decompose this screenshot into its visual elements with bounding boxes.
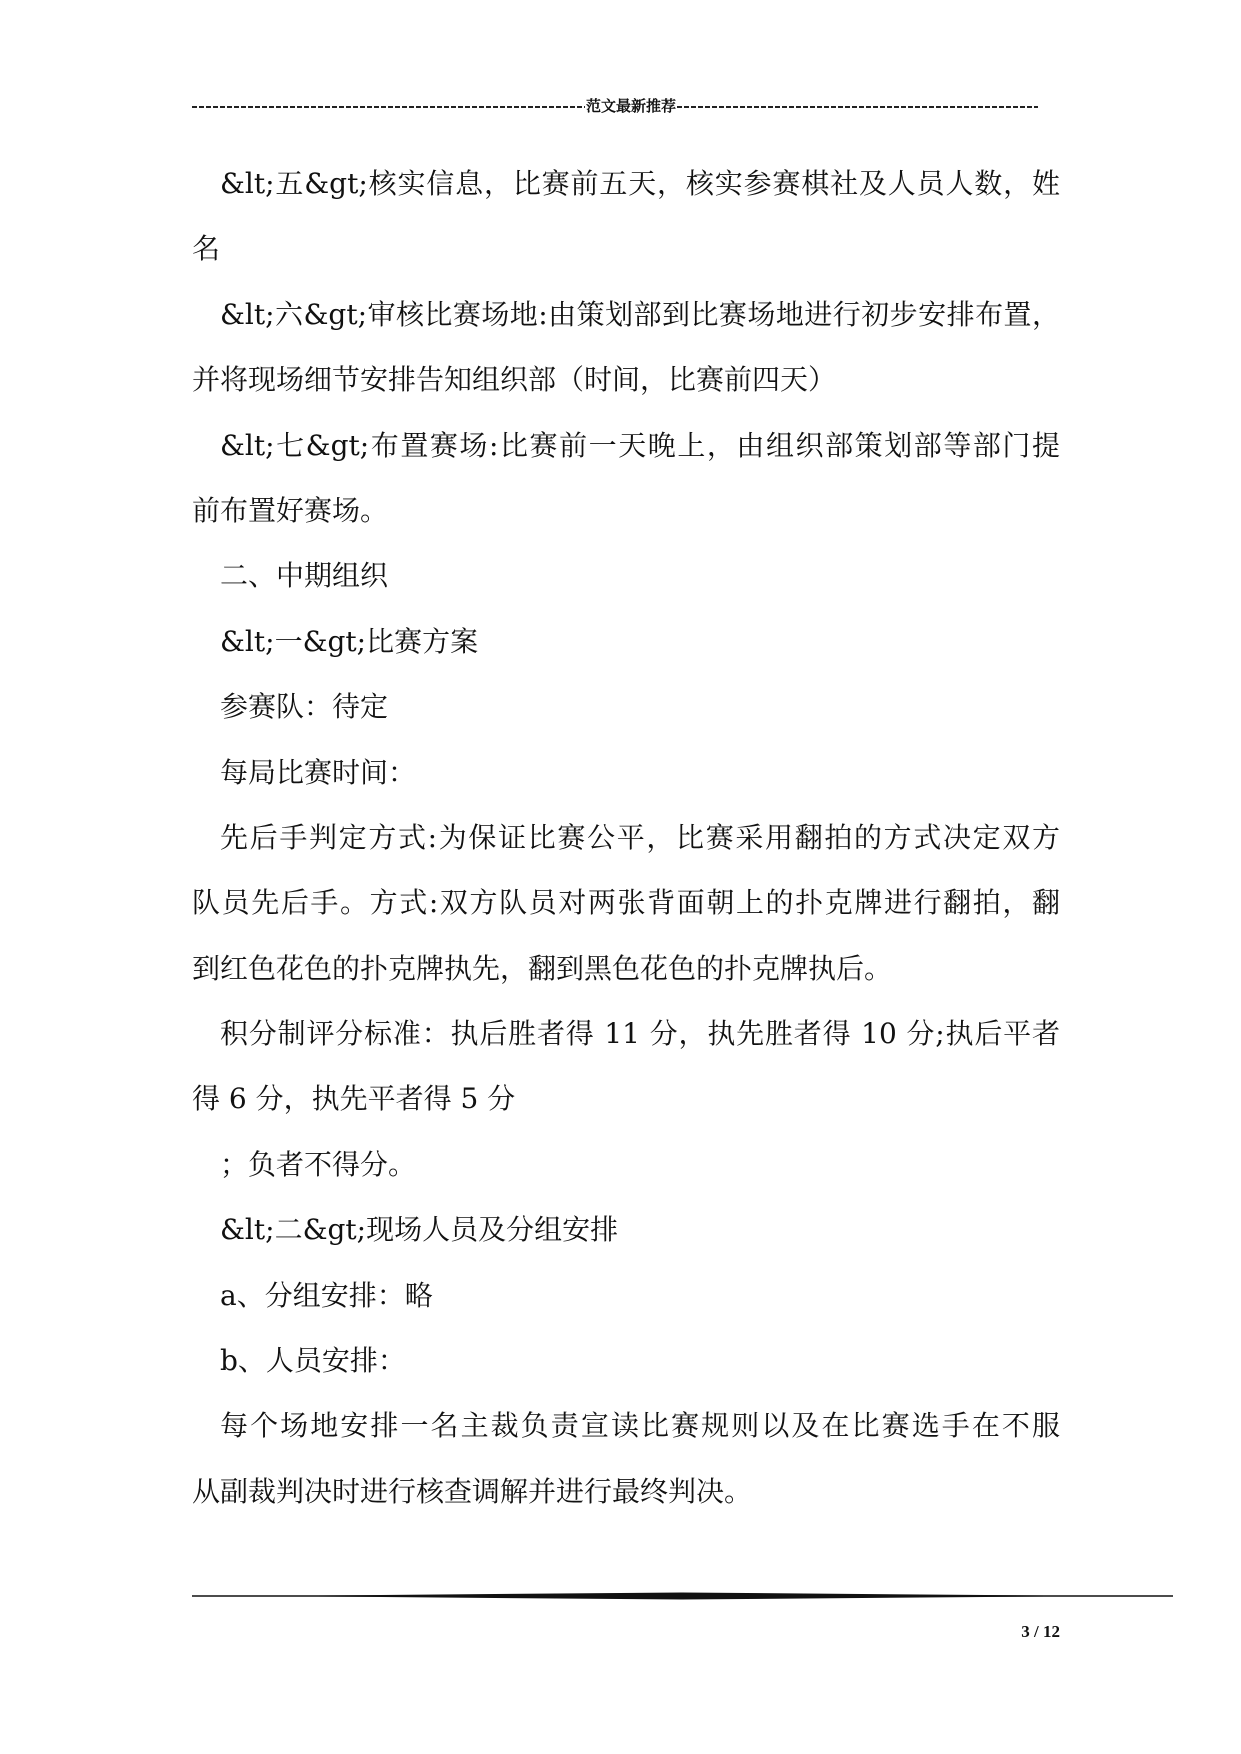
body-line: &lt;五&gt;核实信息，比赛前五天，核实参赛棋社及人员人数，姓 [220,167,1060,200]
footer-rule [192,1591,1173,1601]
header-label: 范文最新推荐 [586,99,677,115]
header-dash-right [677,106,1038,108]
document-body [192,151,1060,1524]
body-line: a、分组安排：略 [220,1278,433,1312]
body-line: 队员先后手。方式:双方队员对两张背面朝上的扑克牌进行翻拍，翻 [192,886,1060,920]
body-line: 每局比赛时间： [220,755,417,789]
body-line: 前布置好赛场。 [192,493,389,527]
body-line: &lt;六&gt;审核比赛场地:由策划部到比赛场地进行初步安排布置， [220,297,1060,331]
body-line: 得 6 分，执先平者得 5 分 [192,1082,516,1116]
page-header [192,97,1038,117]
body-line: 先后手判定方式:为保证比赛公平，比赛采用翻拍的方式决定双方 [220,820,1060,854]
subsection-heading: &lt;二&gt;现场人员及分组安排 [220,1213,619,1247]
body-line: 参赛队：待定 [220,690,389,724]
body-line: ；负者不得分。 [220,1147,417,1181]
body-line: 名 [192,232,221,266]
section-heading: 二、中期组织 [220,559,389,593]
body-line: 到红色花色的扑克牌执先，翻到黑色花色的扑克牌执后。 [192,951,893,985]
body-line: 每个场地安排一名主裁负责宣读比赛规则以及在比赛选手在不服 [220,1409,1060,1443]
body-line: &lt;七&gt;布置赛场:比赛前一天晚上，由组织部策划部等部门提 [220,428,1060,462]
body-line: 从副裁判决时进行核查调解并进行最终判决。 [192,1474,753,1508]
page-number: 3 / 12 [1021,1622,1060,1641]
header-dash-left [192,106,585,108]
body-line: b、人员安排： [220,1344,406,1378]
subsection-heading: &lt;一&gt;比赛方案 [220,624,479,658]
body-line: 积分制评分标准：执后胜者得 11 分，执先胜者得 10 分;执后平者 [220,1017,1060,1051]
body-line: 并将现场细节安排告知组织部（时间，比赛前四天） [192,363,837,397]
